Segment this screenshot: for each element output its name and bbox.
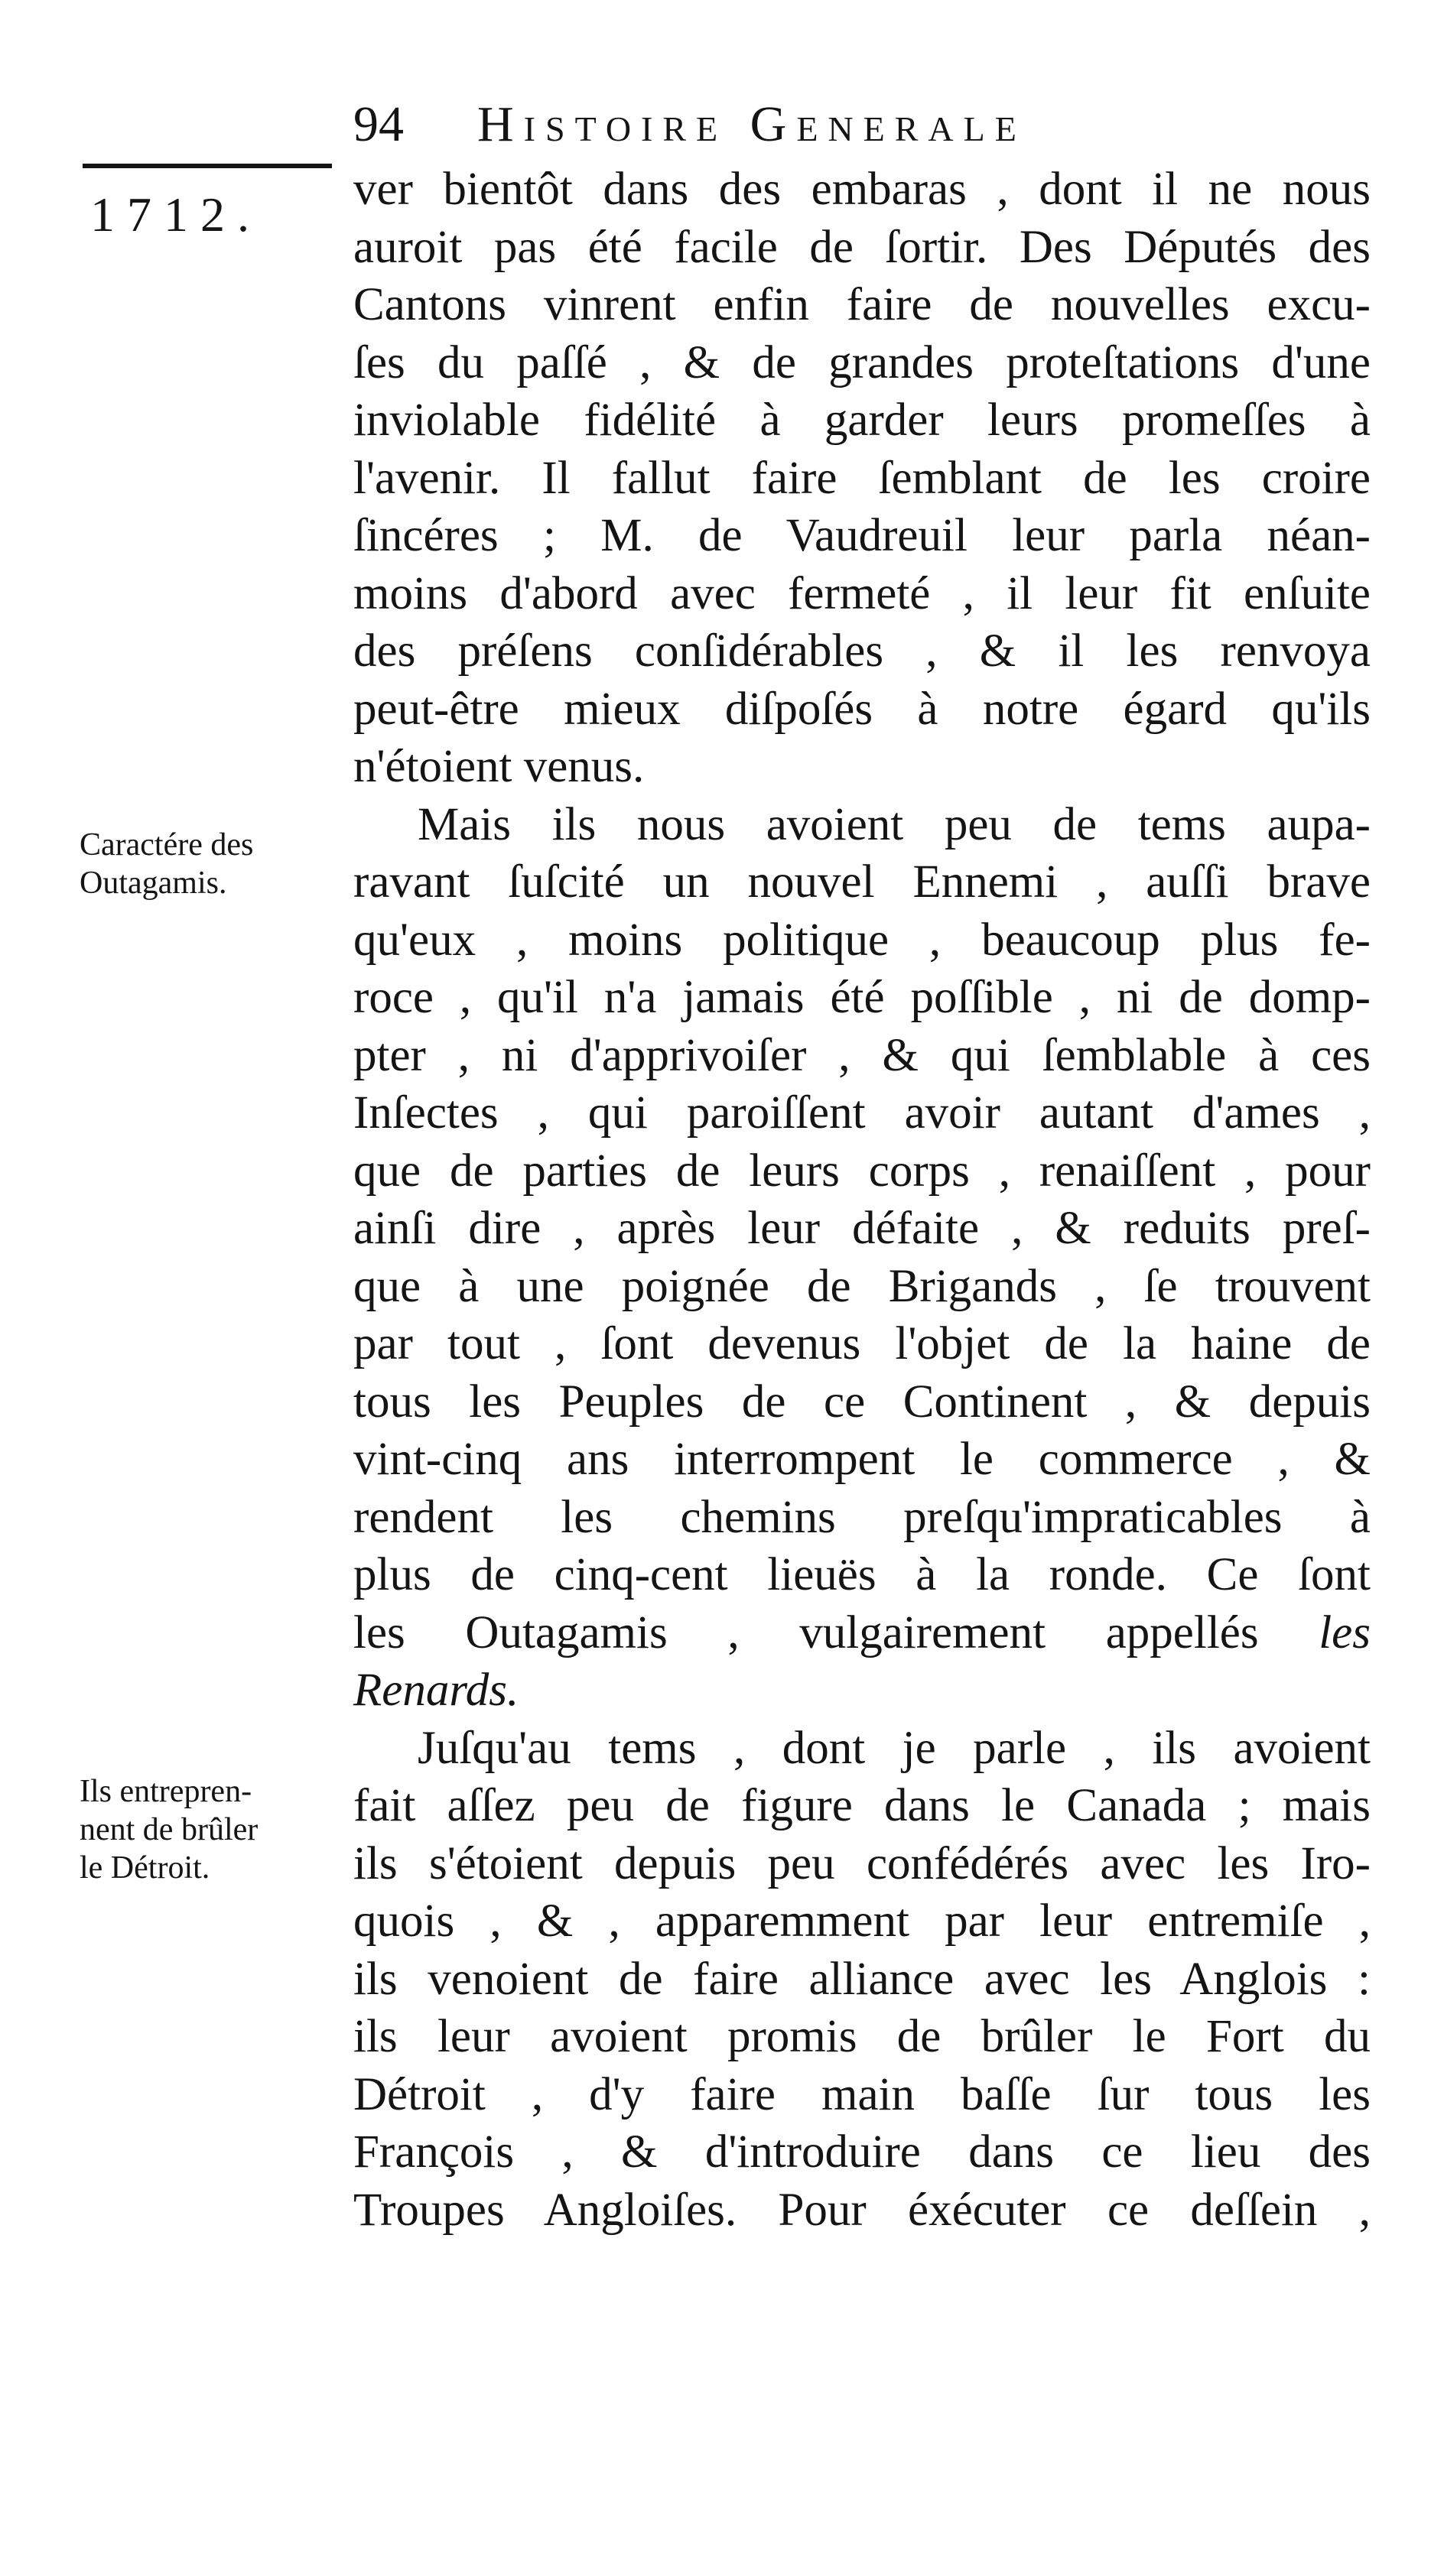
text-line: quois , & , apparemment par leur entremiſe , (353, 1895, 1371, 1947)
text-line: roce , qu'il n'a jamais été poſſible , ni de domp- (353, 972, 1371, 1023)
text-line: Inſectes , qui paroiſſent avoir autant d'ames , (353, 1087, 1371, 1139)
text-line: ils s'étoient depuis peu confédérés avec les Iro- (353, 1837, 1371, 1889)
margin-note-detroit (80, 1772, 355, 1887)
text-line (353, 1604, 1371, 1662)
text-line: l'avenir. Il fallut faire ſemblant de les croire (353, 452, 1371, 504)
text-line: ſes du paſſé , & de grandes proteſtations d'une (353, 336, 1371, 388)
text-line: Troupes Angloiſes. Pour éxécuter ce deſſein , (353, 2184, 1371, 2236)
text-line: auroit pas été facile de ſortir. Des Députés des (353, 221, 1371, 273)
running-header (353, 90, 1371, 159)
margin-rule (83, 164, 332, 168)
text-line: François , & d'introduire dans ce lieu des (353, 2126, 1371, 2178)
text-line: tous les Peuples de ce Continent , & depuis (353, 1376, 1371, 1428)
italic-word: les (1319, 1606, 1371, 1658)
text-line: fait aſſez peu de figure dans le Canada ; mais (353, 1780, 1371, 1831)
margin-note-line: Caractére des (80, 827, 254, 862)
text-line: rendent les chemins preſqu'impraticables à (353, 1491, 1371, 1543)
page-number: 94 (353, 96, 404, 152)
text-line: peut-être mieux diſpoſés à notre égard qu'ils (353, 683, 1371, 735)
text-line: ſincéres ; M. de Vaudreuil leur parla néan- (353, 510, 1371, 561)
body-text (353, 161, 1371, 2239)
text-line: ils venoient de faire alliance avec les Anglois : (353, 1953, 1371, 2005)
margin-note-line: Outagamis. (80, 866, 227, 901)
text-line: Détroit , d'y faire main baſſe ſur tous les (353, 2068, 1371, 2120)
text-line: vint-cinq ans interrompent le commerce , & (353, 1434, 1371, 1485)
text-line: Renards. (353, 1665, 519, 1716)
text-line: des préſens conſidérables , & il les renvoya (353, 625, 1371, 677)
text-segment: les Outagamis , vulgairement appellés (353, 1606, 1319, 1658)
text-line: ravant ſuſcité un nouvel Ennemi , auſſi brave (353, 856, 1371, 908)
text-line: par tout , ſont devenus l'objet de la haine de (353, 1318, 1371, 1369)
margin-note-line: Ils entrepren- (80, 1774, 252, 1809)
paragraph-start: Juſqu'au tems , dont je parle , ils avoient (418, 1722, 1371, 1774)
text-line: plus de cinq-cent lieuës à la ronde. Ce ſont (353, 1549, 1371, 1600)
running-title: Histoire Generale (477, 96, 1026, 152)
text-line: pter , ni d'apprivoiſer , & qui ſemblable à ces (353, 1029, 1371, 1081)
text-line: que de parties de leurs corps , renaiſſent , pour (353, 1145, 1371, 1197)
text-line: inviolable fidélité à garder leurs promeſſes à (353, 395, 1371, 446)
paragraph-start: Mais ils nous avoient peu de tems aupa- (418, 798, 1371, 850)
margin-note-caractere (80, 826, 355, 902)
margin-note-line: nent de brûler (80, 1812, 259, 1847)
text-line: que à une poignée de Brigands , ſe trouvent (353, 1260, 1371, 1312)
text-line: ils leur avoient promis de brûler le Fort du (353, 2011, 1371, 2062)
text-line: n'étoient venus. (353, 741, 645, 792)
margin-year: 1712. (90, 187, 262, 242)
text-line: ver bientôt dans des embaras , dont il ne nous (353, 164, 1371, 215)
text-line: moins d'abord avec fermeté , il leur fit enſuite (353, 567, 1371, 619)
text-line: Cantons vinrent enfin faire de nouvelles excu- (353, 279, 1371, 330)
margin-note-line: le Détroit. (80, 1850, 210, 1886)
text-line: ainſi dire , après leur défaite , & reduits preſ- (353, 1203, 1371, 1254)
text-line: qu'eux , moins politique , beaucoup plus fe- (353, 914, 1371, 966)
